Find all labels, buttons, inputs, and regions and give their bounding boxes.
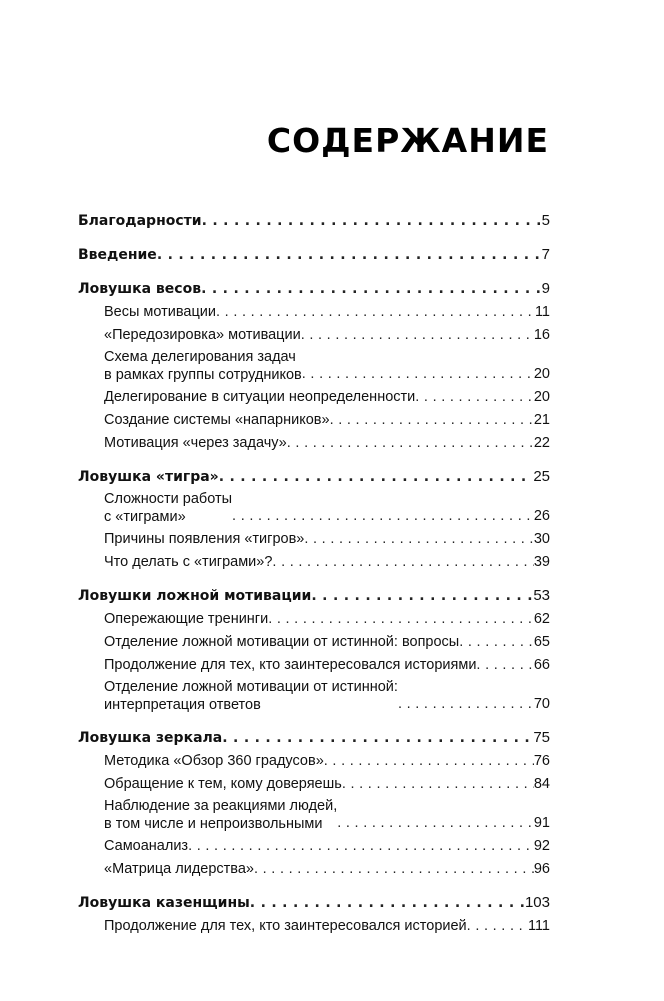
toc-entry-label: Методика «Обзор 360 градусов»	[104, 753, 324, 769]
toc-page-number: 76	[533, 753, 550, 769]
toc-section-entry[interactable]	[78, 655, 550, 675]
toc-section-entry[interactable]	[78, 632, 550, 652]
dot-leader	[268, 609, 534, 629]
dot-leader	[202, 211, 542, 231]
toc-section-entry[interactable]	[78, 609, 550, 629]
toc-page-number: 96	[533, 861, 550, 877]
toc-entry-label: Введение	[78, 247, 157, 263]
toc-entry-label: Мотивация «через задачу»	[104, 435, 287, 451]
toc-page-number: 9	[541, 280, 550, 297]
dot-leader	[302, 364, 534, 384]
toc-entry-label: Продолжение для тех, кто заинтересовался историями	[104, 657, 477, 673]
toc-entry-label: Делегирование в ситуации неопределенности	[104, 389, 416, 405]
dot-leader	[304, 529, 534, 549]
toc-page-number: 75	[533, 729, 550, 746]
toc-page-number: 103	[524, 894, 550, 911]
dot-leader	[337, 813, 534, 833]
toc-entry-label: Схема делегирования задач в рамках группы сотрудников	[104, 349, 302, 383]
toc-page-number: 70	[533, 696, 550, 712]
toc-page-number: 30	[533, 531, 550, 547]
toc-entry-label: Благодарности	[78, 213, 202, 229]
toc-chapter-entry[interactable]	[78, 893, 550, 913]
dot-leader	[342, 774, 534, 794]
toc-entry-label: «Передозировка» мотивации	[104, 327, 301, 343]
toc-page-number: 62	[533, 611, 550, 627]
toc-chapter-entry[interactable]	[78, 728, 550, 748]
dot-leader	[415, 387, 534, 407]
dot-leader	[398, 694, 534, 714]
toc-section-entry[interactable]	[78, 552, 550, 572]
toc-chapter-entry[interactable]	[78, 586, 550, 606]
toc-entry-label: Что делать с «тиграми»?	[104, 554, 273, 570]
toc-chapter-entry[interactable]	[78, 245, 550, 265]
dot-leader	[188, 836, 534, 856]
toc-section-entry[interactable]	[78, 325, 550, 345]
toc-entry-label: Отделение ложной мотивации от истинной: вопросы	[104, 634, 460, 650]
dot-leader	[324, 751, 534, 771]
toc-page-number: 111	[527, 918, 550, 934]
dot-leader	[301, 325, 534, 345]
toc-section-entry[interactable]	[78, 836, 550, 856]
toc-entry-label: Весы мотивации	[104, 304, 216, 320]
toc-section-entry[interactable]	[78, 774, 550, 794]
toc-page-number: 26	[533, 508, 550, 524]
dot-leader	[254, 859, 534, 879]
toc-page-number: 20	[533, 389, 550, 405]
dot-leader	[476, 655, 533, 675]
dot-leader	[157, 245, 542, 265]
toc-page-number: 11	[534, 304, 550, 320]
toc-page-number: 84	[533, 776, 550, 792]
toc-entry-label: Ловушка казенщины	[78, 895, 250, 911]
toc-chapter-entry[interactable]	[78, 211, 550, 231]
toc-section-entry[interactable]	[78, 348, 550, 384]
dot-leader	[311, 586, 533, 606]
toc-entry-label: Наблюдение за реакциями людей, в том числе и непроизвольными	[104, 798, 338, 832]
toc-entry-label: Самоанализ	[104, 838, 189, 854]
dot-leader	[201, 279, 542, 299]
dot-leader	[330, 410, 534, 430]
dot-leader	[216, 302, 535, 322]
dot-leader	[232, 506, 534, 526]
toc-entry-label: Ловушка весов	[78, 281, 202, 297]
dot-leader	[222, 728, 533, 748]
toc-section-entry[interactable]	[78, 410, 550, 430]
toc-page-number: 39	[533, 554, 550, 570]
dot-leader	[219, 467, 534, 487]
dot-leader	[272, 552, 533, 572]
toc-section-entry[interactable]	[78, 433, 550, 453]
toc-page-number: 5	[541, 212, 550, 229]
page-title: СОДЕРЖАНИЕ	[266, 121, 549, 160]
toc-page-number: 7	[541, 246, 550, 263]
dot-leader	[467, 916, 528, 936]
toc-chapter-entry[interactable]	[78, 467, 550, 487]
toc-entry-label: Ловушки ложной мотивации	[78, 588, 312, 604]
toc-page-number: 65	[533, 634, 550, 650]
toc-section-entry[interactable]	[78, 751, 550, 771]
toc-section-entry[interactable]	[78, 678, 550, 714]
toc-section-entry[interactable]	[78, 490, 550, 526]
toc-entry-label: Ловушка «тигра»	[78, 469, 219, 485]
toc-entry-label: «Матрица лидерства»	[104, 861, 254, 877]
toc-entry-label: Опережающие тренинги	[104, 611, 269, 627]
toc-page-number: 21	[533, 412, 550, 428]
toc-section-entry[interactable]	[78, 797, 550, 833]
toc-entry-label: Обращение к тем, кому доверяешь	[104, 776, 342, 792]
dot-leader	[287, 433, 534, 453]
toc-section-entry[interactable]	[78, 529, 550, 549]
table-of-contents	[78, 211, 550, 936]
toc-section-entry[interactable]	[78, 302, 550, 322]
toc-entry-label: Продолжение для тех, кто заинтересовался историей	[104, 918, 467, 934]
toc-section-entry[interactable]	[78, 387, 550, 407]
toc-page-number: 25	[533, 468, 550, 485]
dot-leader	[459, 632, 534, 652]
dot-leader	[250, 893, 525, 913]
toc-page-number: 53	[533, 587, 550, 604]
toc-entry-label: Отделение ложной мотивации от истинной: интерпретация ответов	[104, 679, 398, 713]
toc-page-number: 20	[533, 366, 550, 382]
toc-page-number: 91	[533, 815, 550, 831]
toc-entry-label: Причины появления «тигров»	[104, 531, 305, 547]
toc-entry-label: Сложности работы с «тиграми»	[104, 491, 233, 525]
toc-page-number: 16	[533, 327, 550, 343]
toc-page-number: 66	[533, 657, 550, 673]
toc-page-number: 22	[533, 435, 550, 451]
toc-entry-label: Создание системы «напарников»	[104, 412, 330, 428]
toc-entry-label: Ловушка зеркала	[78, 730, 223, 746]
toc-page-number: 92	[533, 838, 550, 854]
toc-chapter-entry[interactable]	[78, 279, 550, 299]
toc-section-entry[interactable]	[78, 916, 550, 936]
toc-section-entry[interactable]	[78, 859, 550, 879]
